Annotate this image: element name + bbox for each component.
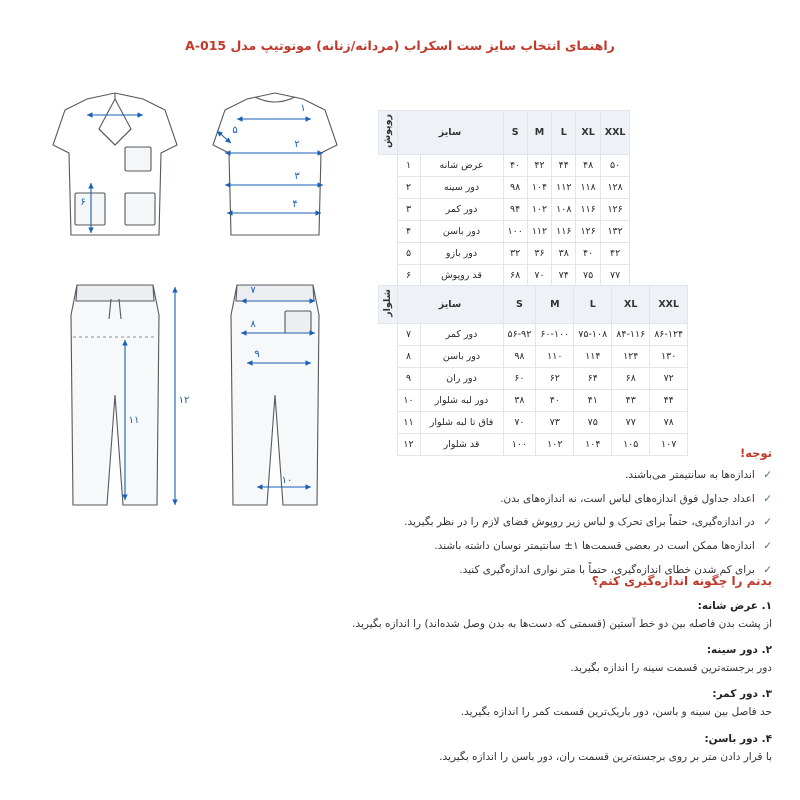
cell-xl: ۴۸ — [576, 155, 600, 177]
cell-xl: ۶۸ — [612, 367, 650, 389]
cell-m: ۱۰۲ — [536, 433, 574, 455]
cell-s: ۹۸ — [503, 345, 536, 367]
svg-text:۹: ۹ — [254, 349, 260, 360]
cell-xxl: ۷۷ — [600, 265, 630, 287]
svg-text:۴: ۴ — [292, 199, 298, 210]
cell-s: ۳۲ — [503, 243, 527, 265]
table-row — [379, 389, 688, 411]
table-header-row — [379, 286, 688, 324]
howto-section — [28, 574, 772, 777]
table-row — [379, 411, 688, 433]
howto-title: بدنم را چگونه اندازه‌گیری کنم؟ — [591, 574, 772, 588]
table-row — [379, 221, 630, 243]
howto-heading — [28, 733, 772, 745]
howto-label: عرض شانه: — [697, 600, 758, 612]
cell-l: ۴۴ — [552, 155, 576, 177]
row-number: ۱۱ — [397, 411, 420, 433]
cell-m: ۶۲ — [536, 367, 574, 389]
page-title: راهنمای انتخاب سایز ست اسکراب (مردانه/زنانه) مونوتیپ مدل A-015 — [185, 38, 615, 53]
svg-text:۱۲: ۱۲ — [178, 395, 190, 406]
cell-s: ۷۰ — [503, 411, 536, 433]
svg-text:۸: ۸ — [250, 319, 256, 330]
note-text: اندازه‌ها ممکن است در بعضی قسمت‌ها ۱± سانتیمتر نوسان داشته باشند. — [434, 540, 755, 553]
col-xxl: XXL — [600, 111, 630, 155]
cell-xl: ۷۷ — [612, 411, 650, 433]
cell-m: ۴۲ — [527, 155, 551, 177]
row-label: دور کمر — [420, 199, 503, 221]
howto-label: دور باسن: — [704, 732, 758, 745]
col-measure: سایز — [397, 111, 503, 155]
howto-item — [28, 688, 772, 720]
cell-s: ۹۸ — [503, 177, 527, 199]
table-row — [379, 345, 688, 367]
note-item — [28, 515, 772, 530]
howto-label: دور کمر: — [712, 688, 758, 701]
howto-body: حد فاصل بین سینه و باسن، دور باریک‌ترین قسمت کمر را اندازه بگیرید. — [460, 706, 772, 719]
cell-xxl: ۴۴ — [650, 389, 688, 411]
cell-xxl: ۱۲۸ — [600, 177, 630, 199]
row-number: ۱۲ — [397, 433, 420, 455]
cell-xl: ۱۰۵ — [612, 433, 650, 455]
group-label-pants: شلوار — [379, 286, 398, 324]
row-label: قد شلوار — [420, 433, 503, 455]
howto-number: ۴. — [761, 732, 772, 745]
cell-l: ۱۱۶ — [552, 221, 576, 243]
cell-xl: ۸۴-۱۱۶ — [612, 323, 650, 345]
table-row — [379, 265, 630, 287]
row-number: ۱ — [397, 155, 420, 177]
table-row — [379, 177, 630, 199]
note-text: در اندازه‌گیری، حتماً برای تحرک و لباس زیر روپوش فضای لازم را در نظر بگیرید. — [404, 516, 755, 529]
cell-xxl: ۱۰۷ — [650, 433, 688, 455]
row-number: ۲ — [397, 177, 420, 199]
scrub-top-back — [213, 93, 337, 235]
cell-xl: ۱۲۶ — [576, 221, 600, 243]
cell-xl: ۱۱۶ — [576, 199, 600, 221]
row-label: دور باسن — [420, 221, 503, 243]
howto-item — [28, 600, 772, 632]
svg-text:۵: ۵ — [232, 125, 238, 136]
check-icon: ✓ — [763, 469, 772, 481]
col-xl: XL — [612, 286, 650, 324]
howto-body: دور برجسته‌ترین قسمت سینه را اندازه بگیرید. — [570, 662, 772, 675]
check-icon: ✓ — [763, 492, 772, 505]
note-text: اندازه‌ها به سانتیمتر می‌باشند. — [625, 469, 755, 481]
row-number: ۷ — [397, 323, 420, 345]
howto-item — [28, 733, 772, 765]
howto-number: ۲. — [761, 644, 772, 657]
cell-l: ۴۱ — [574, 389, 612, 411]
cell-s: ۵۶-۹۲ — [503, 323, 536, 345]
row-number: ۹ — [397, 367, 420, 389]
row-label: دور باسن — [420, 345, 503, 367]
row-label: دور بازو — [420, 243, 503, 265]
svg-text:۱۱: ۱۱ — [128, 415, 140, 426]
row-label: قد روپوش — [420, 265, 503, 287]
check-icon: ✓ — [763, 563, 772, 576]
howto-label: دور سینه: — [706, 644, 758, 657]
check-icon: ✓ — [763, 516, 772, 529]
cell-xl: ۴۰ — [576, 243, 600, 265]
cell-s: ۶۸ — [503, 265, 527, 287]
note-item — [28, 539, 772, 554]
svg-text:۱: ۱ — [300, 103, 306, 114]
row-number: ۴ — [397, 221, 420, 243]
robe-size-table — [378, 110, 630, 287]
check-icon: ✓ — [763, 540, 772, 553]
cell-xxl: ۱۳۲ — [600, 221, 630, 243]
howto-body: از پشت بدن فاصله بین دو خط آستین (قسمتی که دست‌ها به بدن وصل شده‌اند) را اندازه بگیرید. — [352, 618, 772, 630]
row-label: دور سینه — [420, 177, 503, 199]
col-xl: XL — [576, 111, 600, 155]
cell-l: ۱۱۴ — [574, 345, 612, 367]
row-number: ۵ — [397, 243, 420, 265]
cell-xl: ۱۲۴ — [612, 345, 650, 367]
row-number: ۶ — [397, 265, 420, 287]
cell-xl: ۷۵ — [576, 265, 600, 287]
howto-heading — [28, 644, 772, 656]
row-number: ۸ — [397, 345, 420, 367]
cell-m: ۱۰۲ — [527, 199, 551, 221]
cell-l: ۷۵ — [574, 411, 612, 433]
cell-l: ۱۰۴ — [574, 433, 612, 455]
scrub-top-front — [53, 93, 177, 235]
row-number: ۱۰ — [397, 389, 420, 411]
cell-xxl: ۷۸ — [650, 411, 688, 433]
note-text: برای کم شدن خطای اندازه‌گیری، حتماً با متر نواری اندازه‌گیری کنید. — [459, 563, 755, 576]
cell-s: ۱۰۰ — [503, 433, 536, 455]
cell-m: ۶۰-۱۰۰ — [536, 323, 574, 345]
col-measure: سایز — [397, 286, 503, 324]
group-label-robe: روپوش — [379, 111, 398, 155]
table-row — [379, 199, 630, 221]
bottom-size-table — [378, 285, 688, 456]
cell-xxl: ۸۶-۱۲۴ — [650, 323, 688, 345]
cell-m: ۷۰ — [527, 265, 551, 287]
svg-text:۳: ۳ — [294, 171, 300, 182]
cell-s: ۹۴ — [503, 199, 527, 221]
row-label: دور لبه شلوار — [420, 389, 503, 411]
note-item — [28, 468, 772, 483]
cell-s: ۱۰۰ — [503, 221, 527, 243]
table-row — [379, 323, 688, 345]
col-s: S — [503, 111, 527, 155]
cell-l: ۷۵-۱۰۸ — [574, 323, 612, 345]
pants-size-table — [378, 285, 688, 456]
table-header-row — [379, 111, 630, 155]
cell-m: ۱۰۴ — [527, 177, 551, 199]
cell-xxl: ۱۲۶ — [600, 199, 630, 221]
svg-text:۱۰: ۱۰ — [281, 475, 293, 486]
cell-l: ۷۴ — [552, 265, 576, 287]
col-m: M — [527, 111, 551, 155]
cell-m: ۱۱۰ — [536, 345, 574, 367]
cell-m: ۱۱۲ — [527, 221, 551, 243]
row-label: دور ران — [420, 367, 503, 389]
cell-xxl: ۴۲ — [600, 243, 630, 265]
top-size-table — [378, 110, 630, 287]
col-l: L — [574, 286, 612, 324]
howto-body: با قرار دادن متر بر روی برجسته‌ترین قسمت ران، دور باسن را اندازه بگیرید. — [439, 750, 772, 763]
note-item — [28, 492, 772, 507]
col-m: M — [536, 286, 574, 324]
cell-s: ۶۰ — [503, 367, 536, 389]
col-s: S — [503, 286, 536, 324]
cell-l: ۱۱۲ — [552, 177, 576, 199]
cell-m: ۳۶ — [527, 243, 551, 265]
table-row — [379, 243, 630, 265]
table-row — [379, 367, 688, 389]
svg-text:۲: ۲ — [294, 139, 300, 150]
cell-s: ۴۰ — [503, 155, 527, 177]
howto-number: ۳. — [761, 688, 772, 701]
row-label: دور کمر — [420, 323, 503, 345]
note-text: اعداد جداول فوق اندازه‌های لباس است، نه اندازه‌های بدن. — [500, 492, 755, 505]
table-row — [379, 155, 630, 177]
cell-xxl: ۱۳۰ — [650, 345, 688, 367]
cell-m: ۴۰ — [536, 389, 574, 411]
cell-m: ۷۳ — [536, 411, 574, 433]
cell-xxl: ۷۲ — [650, 367, 688, 389]
howto-number: ۱. — [761, 600, 772, 612]
row-label: عرض شانه — [420, 155, 503, 177]
howto-heading — [28, 600, 772, 612]
notes-title: توجه! — [739, 446, 772, 460]
notes-section — [28, 446, 772, 586]
cell-xxl: ۵۰ — [600, 155, 630, 177]
cell-xl: ۱۱۸ — [576, 177, 600, 199]
col-l: L — [552, 111, 576, 155]
cell-l: ۳۸ — [552, 243, 576, 265]
svg-text:۷: ۷ — [250, 285, 256, 296]
cell-s: ۳۸ — [503, 389, 536, 411]
row-number: ۳ — [397, 199, 420, 221]
cell-xl: ۴۳ — [612, 389, 650, 411]
cell-l: ۱۰۸ — [552, 199, 576, 221]
howto-item — [28, 644, 772, 676]
cell-l: ۶۴ — [574, 367, 612, 389]
row-label: فاق تا لبه شلوار — [420, 411, 503, 433]
col-xxl: XXL — [650, 286, 688, 324]
svg-text:۶: ۶ — [80, 197, 86, 208]
howto-heading — [28, 688, 772, 700]
